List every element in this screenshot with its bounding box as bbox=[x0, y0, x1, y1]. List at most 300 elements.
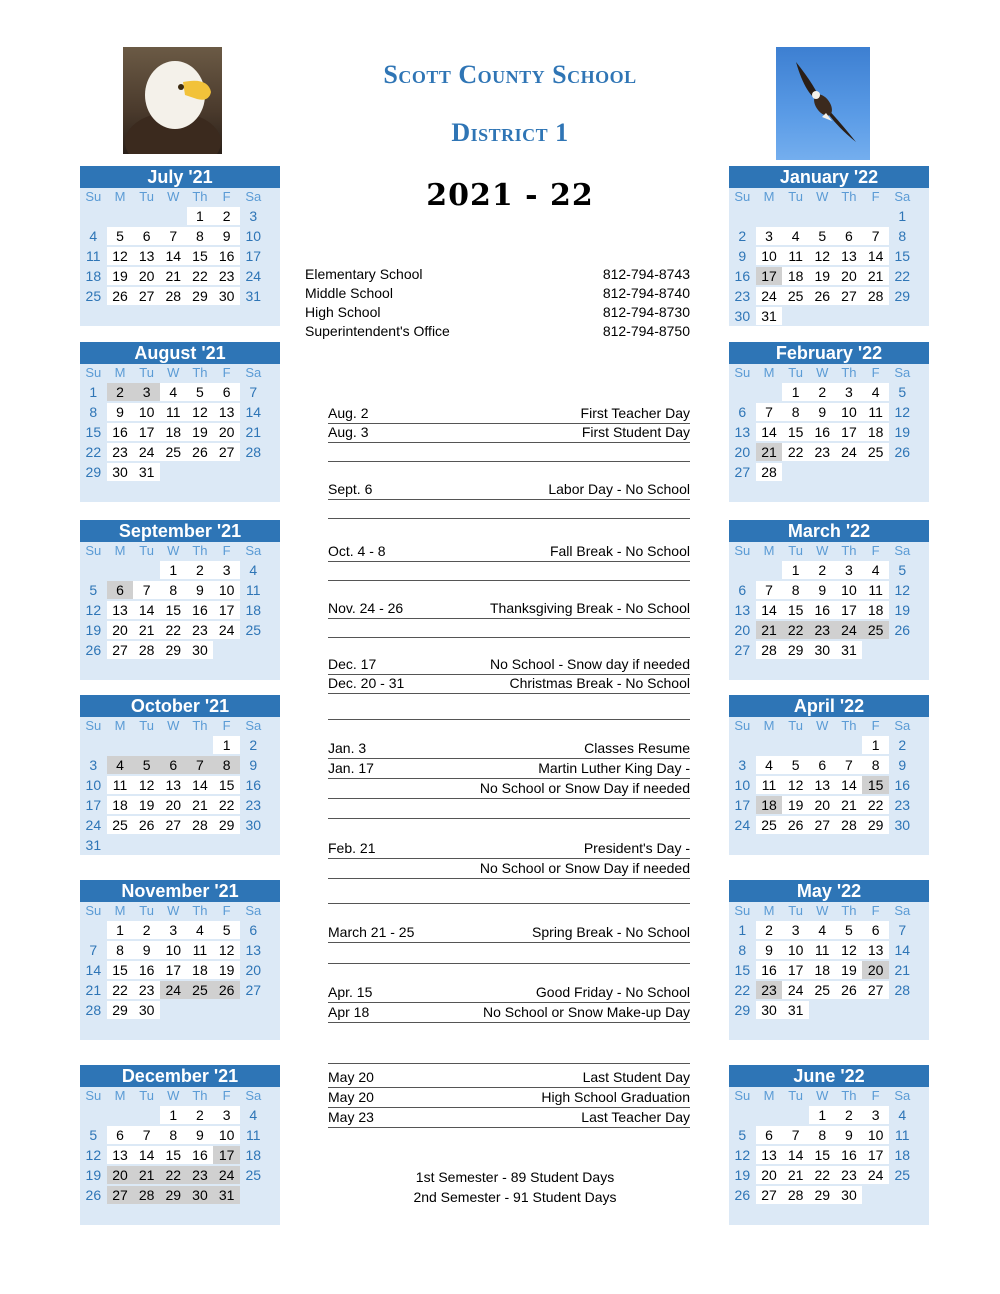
day-cell: 10 bbox=[213, 1126, 240, 1144]
day-cell: 19 bbox=[729, 1166, 756, 1184]
empty-day-cell bbox=[187, 836, 214, 854]
day-cell: 29 bbox=[213, 816, 240, 834]
day-cell: 17 bbox=[836, 423, 863, 441]
day-cell: 3 bbox=[836, 383, 863, 401]
day-cell: 25 bbox=[80, 287, 107, 305]
day-cell: 2 bbox=[809, 561, 836, 579]
day-cell: 26 bbox=[809, 287, 836, 305]
week-row bbox=[80, 266, 280, 286]
weekday-label: Sa bbox=[894, 1088, 911, 1103]
empty-day-cell bbox=[213, 1206, 240, 1224]
event-row bbox=[328, 1003, 690, 1023]
day-cell: 27 bbox=[756, 1186, 783, 1204]
day-cell: 8 bbox=[160, 1126, 187, 1144]
week-row bbox=[80, 246, 280, 266]
weekday-header bbox=[729, 364, 929, 382]
day-cell: 17 bbox=[836, 601, 863, 619]
day-cell: 31 bbox=[213, 1186, 240, 1204]
day-cell: 14 bbox=[80, 961, 107, 979]
day-cell: 22 bbox=[729, 981, 756, 999]
empty-day-cell bbox=[160, 307, 187, 325]
day-cell: 2 bbox=[836, 1106, 863, 1124]
day-cell: 20 bbox=[107, 1166, 134, 1184]
empty-day-cell bbox=[240, 641, 267, 659]
event-date: Dec. 17 bbox=[328, 656, 377, 672]
event-date: Sept. 6 bbox=[328, 481, 373, 497]
weekday-label: M bbox=[114, 365, 126, 380]
day-cell: 26 bbox=[80, 1186, 107, 1204]
month-title: August '21 bbox=[80, 342, 280, 364]
day-cell: 21 bbox=[889, 961, 916, 979]
weekday-label: F bbox=[871, 718, 880, 733]
day-cell: 5 bbox=[729, 1126, 756, 1144]
calendar-january-2022 bbox=[729, 166, 929, 326]
day-cell: 27 bbox=[213, 443, 240, 461]
empty-day-cell bbox=[107, 1206, 134, 1224]
day-cell: 11 bbox=[809, 941, 836, 959]
day-cell: 4 bbox=[160, 383, 187, 401]
empty-day-cell bbox=[836, 483, 863, 501]
day-cell: 6 bbox=[729, 403, 756, 421]
event-date: Aug. 3 bbox=[328, 424, 369, 440]
empty-day-cell bbox=[729, 383, 756, 401]
week-row bbox=[80, 1185, 280, 1205]
weekday-label: F bbox=[871, 189, 880, 204]
empty-day-cell bbox=[160, 1206, 187, 1224]
week-row bbox=[80, 1145, 280, 1165]
empty-day-cell bbox=[160, 1001, 187, 1019]
day-cell: 9 bbox=[836, 1126, 863, 1144]
day-cell: 12 bbox=[187, 403, 214, 421]
event-row bbox=[328, 839, 690, 859]
day-cell: 14 bbox=[133, 1146, 160, 1164]
week-row bbox=[80, 306, 280, 326]
weekday-label: Sa bbox=[894, 903, 911, 918]
day-cell: 20 bbox=[160, 796, 187, 814]
week-row bbox=[80, 620, 280, 640]
month-title: May '22 bbox=[729, 880, 929, 902]
empty-day-cell bbox=[862, 1001, 889, 1019]
weekday-label: Th bbox=[841, 1088, 857, 1103]
day-cell: 24 bbox=[240, 267, 267, 285]
empty-day-cell bbox=[836, 1206, 863, 1224]
day-cell: 28 bbox=[756, 463, 783, 481]
day-cell: 7 bbox=[756, 581, 783, 599]
weekday-label: Sa bbox=[894, 189, 911, 204]
empty-day-cell bbox=[160, 463, 187, 481]
contact-row bbox=[305, 303, 690, 322]
week-row bbox=[80, 1125, 280, 1145]
weekday-label: Sa bbox=[245, 189, 262, 204]
day-cell: 16 bbox=[756, 961, 783, 979]
day-cell: 28 bbox=[889, 981, 916, 999]
empty-day-cell bbox=[160, 736, 187, 754]
empty-day-cell bbox=[213, 641, 240, 659]
day-cell: 1 bbox=[782, 561, 809, 579]
weekday-label: F bbox=[871, 903, 880, 918]
day-cell: 23 bbox=[187, 621, 214, 639]
contact-phone: 812-794-8750 bbox=[602, 323, 690, 339]
event-date: Feb. 21 bbox=[328, 840, 376, 856]
day-cell: 13 bbox=[107, 601, 134, 619]
day-cell: 5 bbox=[133, 756, 160, 774]
day-cell: 7 bbox=[836, 756, 863, 774]
day-cell: 17 bbox=[213, 601, 240, 619]
weekday-header bbox=[729, 902, 929, 920]
month-title: February '22 bbox=[729, 342, 929, 364]
contact-row bbox=[305, 265, 690, 284]
day-cell: 4 bbox=[756, 756, 783, 774]
day-cell: 2 bbox=[240, 736, 267, 754]
week-row bbox=[729, 735, 929, 755]
day-cell: 17 bbox=[782, 961, 809, 979]
week-row bbox=[729, 580, 929, 600]
empty-day-cell bbox=[133, 207, 160, 225]
day-cell: 16 bbox=[836, 1146, 863, 1164]
calendar-july-2021 bbox=[80, 166, 280, 326]
event-row bbox=[328, 618, 690, 638]
empty-day-cell bbox=[240, 463, 267, 481]
day-cell: 7 bbox=[160, 227, 187, 245]
day-cell: 15 bbox=[187, 247, 214, 265]
day-cell: 7 bbox=[756, 403, 783, 421]
weekday-label: Tu bbox=[788, 903, 803, 918]
day-cell: 23 bbox=[809, 443, 836, 461]
contact-name: Superintendent's Office bbox=[305, 323, 450, 339]
day-cell: 22 bbox=[809, 1166, 836, 1184]
day-cell: 7 bbox=[782, 1126, 809, 1144]
week-row bbox=[80, 382, 280, 402]
day-cell: 7 bbox=[862, 227, 889, 245]
week-row bbox=[80, 640, 280, 660]
calendar-september-2021 bbox=[80, 520, 280, 680]
day-cell: 29 bbox=[782, 641, 809, 659]
empty-day-cell bbox=[133, 307, 160, 325]
day-cell: 29 bbox=[160, 1186, 187, 1204]
empty-day-cell bbox=[782, 1206, 809, 1224]
day-cell: 25 bbox=[107, 816, 134, 834]
week-row bbox=[729, 1145, 929, 1165]
day-cell: 30 bbox=[809, 641, 836, 659]
day-cell: 24 bbox=[160, 981, 187, 999]
weekday-label: Tu bbox=[139, 189, 154, 204]
day-cell: 24 bbox=[782, 981, 809, 999]
day-cell: 2 bbox=[133, 921, 160, 939]
event-row bbox=[328, 944, 690, 964]
day-cell: 6 bbox=[809, 756, 836, 774]
week-row bbox=[80, 442, 280, 462]
weekday-label: Sa bbox=[245, 365, 262, 380]
contact-phone: 812-794-8743 bbox=[602, 266, 690, 282]
day-cell: 18 bbox=[756, 796, 783, 814]
day-cell: 18 bbox=[889, 1146, 916, 1164]
day-cell: 18 bbox=[862, 423, 889, 441]
day-cell: 23 bbox=[133, 981, 160, 999]
event-date: May 20 bbox=[328, 1069, 374, 1085]
day-cell: 14 bbox=[862, 247, 889, 265]
empty-day-cell bbox=[80, 1106, 107, 1124]
day-cell: 16 bbox=[889, 776, 916, 794]
empty-day-cell bbox=[862, 836, 889, 854]
event-date: Apr. 15 bbox=[328, 984, 373, 1000]
day-cell: 4 bbox=[809, 921, 836, 939]
calendar-august-2021 bbox=[80, 342, 280, 502]
day-cell: 27 bbox=[862, 981, 889, 999]
day-cell: 28 bbox=[782, 1186, 809, 1204]
day-cell: 1 bbox=[889, 207, 916, 225]
empty-day-cell bbox=[80, 736, 107, 754]
empty-day-cell bbox=[80, 661, 107, 679]
weekday-label: F bbox=[222, 718, 231, 733]
day-cell: 15 bbox=[729, 961, 756, 979]
empty-day-cell bbox=[782, 207, 809, 225]
day-cell: 20 bbox=[213, 423, 240, 441]
week-row bbox=[729, 1165, 929, 1185]
event-row bbox=[328, 674, 690, 694]
week-row bbox=[729, 286, 929, 306]
calendar-december-2021 bbox=[80, 1065, 280, 1225]
empty-day-cell bbox=[80, 307, 107, 325]
event-desc: No School or Snow Day if needed bbox=[479, 780, 690, 796]
day-cell: 8 bbox=[782, 403, 809, 421]
day-cell: 25 bbox=[809, 981, 836, 999]
week-row bbox=[80, 462, 280, 482]
day-cell: 5 bbox=[889, 383, 916, 401]
empty-day-cell bbox=[836, 836, 863, 854]
weekday-label: M bbox=[763, 543, 775, 558]
day-cell: 21 bbox=[187, 796, 214, 814]
day-cell: 6 bbox=[240, 921, 267, 939]
empty-day-cell bbox=[782, 736, 809, 754]
weekday-label: W bbox=[167, 189, 180, 204]
empty-day-cell bbox=[133, 661, 160, 679]
empty-day-cell bbox=[80, 483, 107, 501]
day-cell: 30 bbox=[836, 1186, 863, 1204]
empty-day-cell bbox=[782, 483, 809, 501]
week-row bbox=[729, 920, 929, 940]
empty-day-cell bbox=[782, 307, 809, 325]
empty-day-cell bbox=[240, 661, 267, 679]
weekday-label: F bbox=[871, 543, 880, 558]
event-row bbox=[328, 499, 690, 519]
empty-day-cell bbox=[862, 661, 889, 679]
event-row bbox=[328, 739, 690, 759]
day-cell: 23 bbox=[187, 1166, 214, 1184]
day-cell: 10 bbox=[862, 1126, 889, 1144]
empty-day-cell bbox=[240, 1021, 267, 1039]
day-cell: 13 bbox=[213, 403, 240, 421]
day-cell: 21 bbox=[756, 621, 783, 639]
day-cell: 15 bbox=[782, 423, 809, 441]
day-cell: 26 bbox=[782, 816, 809, 834]
weekday-label: M bbox=[114, 903, 126, 918]
day-cell: 20 bbox=[862, 961, 889, 979]
day-cell: 27 bbox=[809, 816, 836, 834]
day-cell: 4 bbox=[240, 1106, 267, 1124]
day-cell: 21 bbox=[80, 981, 107, 999]
day-cell: 23 bbox=[809, 621, 836, 639]
day-cell: 2 bbox=[187, 1106, 214, 1124]
week-row bbox=[729, 1000, 929, 1020]
event-row bbox=[328, 480, 690, 500]
day-cell: 22 bbox=[80, 443, 107, 461]
empty-day-cell bbox=[809, 1206, 836, 1224]
weekday-label: Su bbox=[734, 189, 751, 204]
empty-day-cell bbox=[889, 463, 916, 481]
day-cell: 1 bbox=[187, 207, 214, 225]
day-cell: 30 bbox=[756, 1001, 783, 1019]
weekday-label: Th bbox=[841, 903, 857, 918]
weekday-header bbox=[80, 542, 280, 560]
empty-day-cell bbox=[756, 1021, 783, 1039]
month-title: November '21 bbox=[80, 880, 280, 902]
day-cell: 6 bbox=[836, 227, 863, 245]
day-cell: 8 bbox=[213, 756, 240, 774]
weekday-label: Tu bbox=[788, 718, 803, 733]
day-cell: 28 bbox=[80, 1001, 107, 1019]
day-cell: 18 bbox=[809, 961, 836, 979]
day-cell: 20 bbox=[809, 796, 836, 814]
week-row bbox=[729, 960, 929, 980]
day-cell: 12 bbox=[107, 247, 134, 265]
weekday-label: Th bbox=[192, 543, 208, 558]
empty-day-cell bbox=[213, 836, 240, 854]
day-cell: 12 bbox=[782, 776, 809, 794]
week-row bbox=[80, 422, 280, 442]
day-cell: 16 bbox=[107, 423, 134, 441]
day-cell: 15 bbox=[889, 247, 916, 265]
day-cell: 30 bbox=[729, 307, 756, 325]
week-row bbox=[729, 660, 929, 680]
day-cell: 26 bbox=[80, 641, 107, 659]
empty-day-cell bbox=[133, 1106, 160, 1124]
weekday-label: F bbox=[871, 365, 880, 380]
day-cell: 7 bbox=[187, 756, 214, 774]
empty-day-cell bbox=[187, 463, 214, 481]
day-cell: 23 bbox=[836, 1166, 863, 1184]
day-cell: 3 bbox=[756, 227, 783, 245]
empty-day-cell bbox=[107, 661, 134, 679]
day-cell: 1 bbox=[782, 383, 809, 401]
week-row bbox=[729, 1020, 929, 1040]
day-cell: 14 bbox=[756, 601, 783, 619]
day-cell: 24 bbox=[213, 1166, 240, 1184]
day-cell: 25 bbox=[782, 287, 809, 305]
event-desc: Classes Resume bbox=[584, 740, 690, 756]
day-cell: 27 bbox=[133, 287, 160, 305]
day-cell: 7 bbox=[240, 383, 267, 401]
day-cell: 26 bbox=[889, 443, 916, 461]
empty-day-cell bbox=[729, 836, 756, 854]
week-row bbox=[729, 775, 929, 795]
week-row bbox=[729, 266, 929, 286]
district-name: District 1 bbox=[451, 118, 569, 147]
weekday-label: Su bbox=[85, 543, 102, 558]
event-row bbox=[328, 1108, 690, 1128]
month-title: October '21 bbox=[80, 695, 280, 717]
day-cell: 9 bbox=[809, 581, 836, 599]
day-cell: 21 bbox=[862, 267, 889, 285]
day-cell: 10 bbox=[782, 941, 809, 959]
day-cell: 13 bbox=[133, 247, 160, 265]
empty-day-cell bbox=[107, 207, 134, 225]
day-cell: 12 bbox=[889, 581, 916, 599]
day-cell: 29 bbox=[729, 1001, 756, 1019]
weekday-label: Tu bbox=[139, 718, 154, 733]
empty-day-cell bbox=[240, 836, 267, 854]
day-cell: 10 bbox=[160, 941, 187, 959]
empty-day-cell bbox=[80, 561, 107, 579]
day-cell: 30 bbox=[187, 1186, 214, 1204]
empty-day-cell bbox=[213, 483, 240, 501]
weekday-label: M bbox=[763, 1088, 775, 1103]
weekday-label: Th bbox=[192, 189, 208, 204]
contact-row bbox=[305, 284, 690, 303]
empty-day-cell bbox=[240, 1001, 267, 1019]
event-date: Aug. 2 bbox=[328, 405, 369, 421]
week-row bbox=[80, 1105, 280, 1125]
day-cell: 31 bbox=[782, 1001, 809, 1019]
weekday-label: W bbox=[816, 365, 829, 380]
day-cell: 10 bbox=[729, 776, 756, 794]
day-cell: 7 bbox=[889, 921, 916, 939]
day-cell: 28 bbox=[160, 287, 187, 305]
day-cell: 24 bbox=[836, 621, 863, 639]
weekday-label: F bbox=[222, 903, 231, 918]
day-cell: 6 bbox=[107, 581, 134, 599]
day-cell: 19 bbox=[809, 267, 836, 285]
empty-day-cell bbox=[187, 307, 214, 325]
event-desc: Spring Break - No School bbox=[532, 924, 690, 940]
weekday-header bbox=[80, 902, 280, 920]
day-cell: 23 bbox=[756, 981, 783, 999]
week-row bbox=[729, 482, 929, 502]
day-cell: 24 bbox=[729, 816, 756, 834]
day-cell: 19 bbox=[187, 423, 214, 441]
day-cell: 27 bbox=[729, 463, 756, 481]
week-row bbox=[80, 660, 280, 680]
empty-day-cell bbox=[729, 1206, 756, 1224]
day-cell: 14 bbox=[836, 776, 863, 794]
day-cell: 13 bbox=[160, 776, 187, 794]
day-cell: 17 bbox=[133, 423, 160, 441]
day-cell: 6 bbox=[862, 921, 889, 939]
empty-day-cell bbox=[240, 483, 267, 501]
day-cell: 6 bbox=[133, 227, 160, 245]
weekday-label: M bbox=[763, 365, 775, 380]
contact-phone: 812-794-8740 bbox=[602, 285, 690, 301]
empty-day-cell bbox=[782, 463, 809, 481]
day-cell: 9 bbox=[889, 756, 916, 774]
day-cell: 19 bbox=[133, 796, 160, 814]
empty-day-cell bbox=[133, 483, 160, 501]
day-cell: 4 bbox=[782, 227, 809, 245]
day-cell: 5 bbox=[80, 581, 107, 599]
empty-day-cell bbox=[160, 207, 187, 225]
empty-day-cell bbox=[836, 463, 863, 481]
day-cell: 21 bbox=[133, 621, 160, 639]
empty-day-cell bbox=[187, 1206, 214, 1224]
month-title: December '21 bbox=[80, 1065, 280, 1087]
week-row bbox=[80, 960, 280, 980]
week-row bbox=[729, 755, 929, 775]
day-cell: 2 bbox=[213, 207, 240, 225]
day-cell: 1 bbox=[809, 1106, 836, 1124]
day-cell: 3 bbox=[133, 383, 160, 401]
day-cell: 13 bbox=[240, 941, 267, 959]
weekday-label: Su bbox=[734, 1088, 751, 1103]
day-cell: 21 bbox=[756, 443, 783, 461]
